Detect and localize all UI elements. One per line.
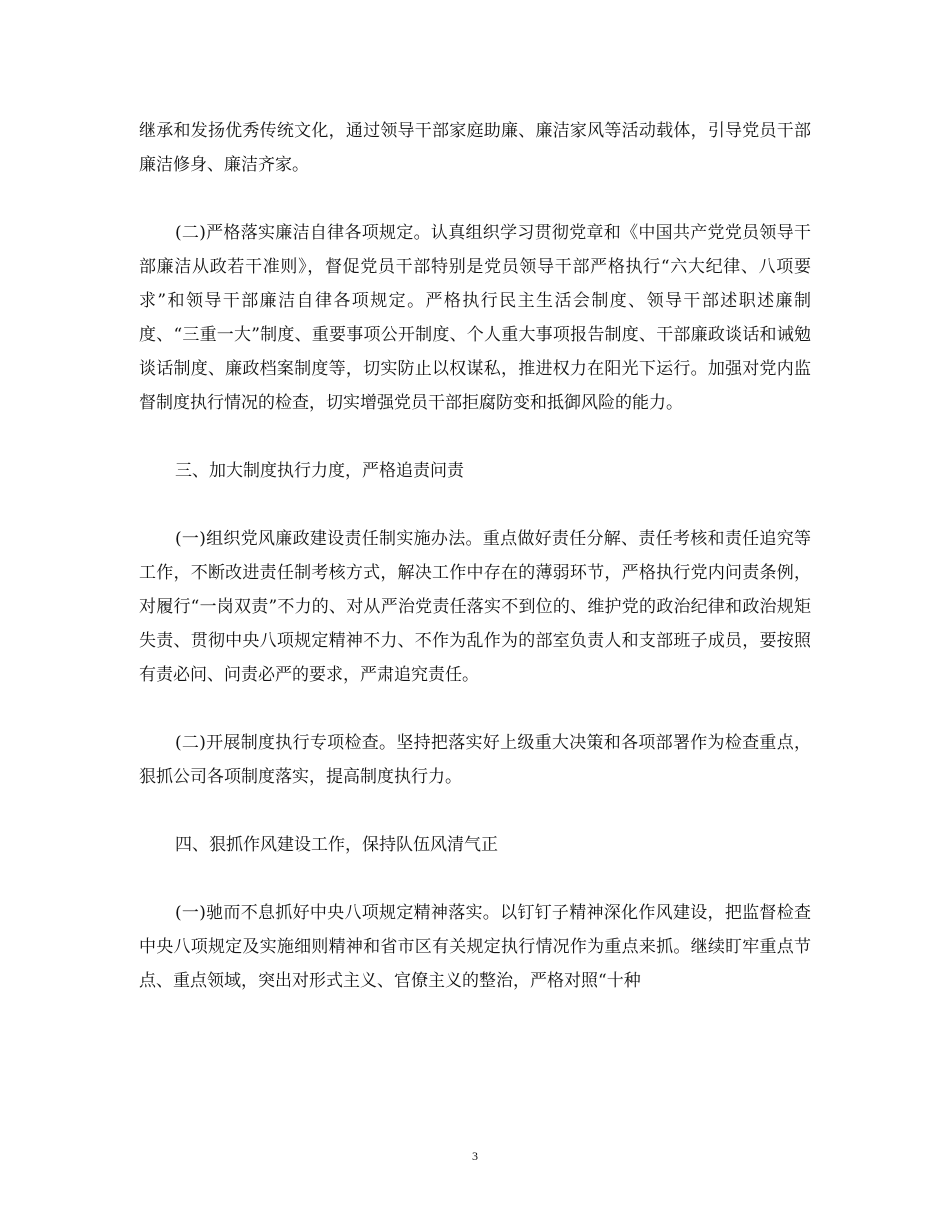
paragraph-3: (一)组织党风廉政建设责任制实施办法。重点做好责任分解、责任考核和责任追究等工作，不断改进责任制考核方式，解决工作中存在的薄弱环节，严格执行党内问责条例，对履行“一岗双责”不力的、对从严治党责任落实不到位的、维护党的政治纪律和政治规矩失责、贯彻中央八项规定精神不力、不作为乱作为的部室负责人和支部班子成员，要按照有责必问、问责必严的要求，严肃追究责任。 <box>139 529 811 685</box>
section-heading-4: 四、狠抓作风建设工作，保持队伍风清气正 <box>175 835 498 855</box>
paragraph-1: 继承和发扬优秀传统文化，通过领导干部家庭助廉、廉洁家风等活动载体，引导党员干部廉洁修身、廉洁齐家。 <box>139 121 811 175</box>
paragraph-5: (一)驰而不息抓好中央八项规定精神落实。以钉钉子精神深化作风建设，把监督检查中央八项规定及实施细则精神和省市区有关规定执行情况作为重点来抓。继续盯牢重点节点、重点领域，突出对形式主义、官僚主义的整治，严格对照“十种 <box>139 903 811 991</box>
page-number: 3 <box>472 1149 478 1163</box>
section-heading-3: 三、加大制度执行力度，严格追责问责 <box>175 461 464 481</box>
paragraph-2: (二)严格落实廉洁自律各项规定。认真组织学习贯彻党章和《中国共产党党员领导干部廉洁从政若干准则》，督促党员干部特别是党员领导干部严格执行“六大纪律、八项要求”和领导干部廉洁自律各项规定。严格执行民主生活会制度、领导干部述职述廉制度、“三重一大”制度、重要事项公开制度、个人重大事项报告制度、干部廉政谈话和诫勉谈话制度、廉政档案制度等，切实防止以权谋私，推进权力在阳光下运行。加强对党内监督制度执行情况的检查，切实增强党员干部拒腐防变和抵御风险的能力。 <box>139 223 811 413</box>
document-body <box>139 114 811 1032</box>
paragraph-4: (二)开展制度执行专项检查。坚持把落实好上级重大决策和各项部署作为检查重点，狠抓公司各项制度落实，提高制度执行力。 <box>139 733 811 787</box>
